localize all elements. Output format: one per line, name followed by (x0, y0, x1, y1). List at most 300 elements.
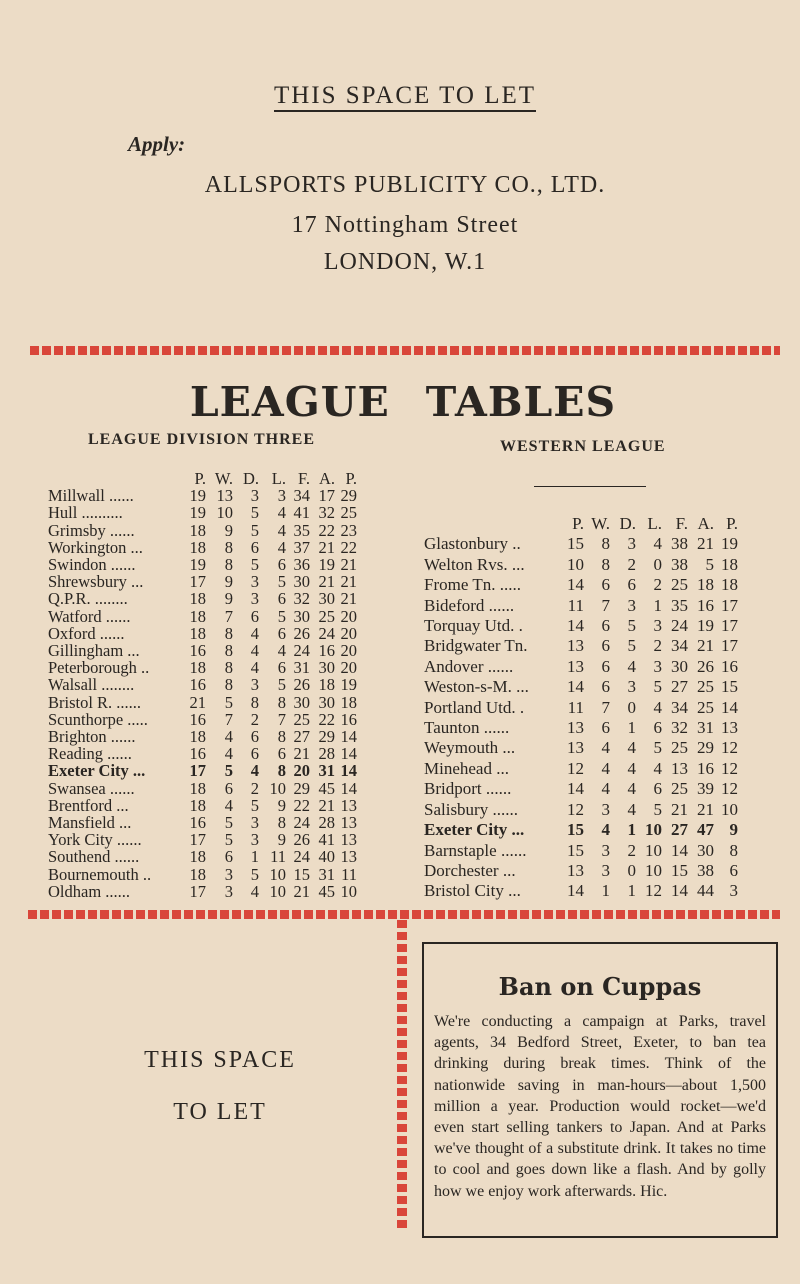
table-row (424, 861, 738, 881)
column-header: D. (242, 469, 259, 488)
stat-w: 4 (224, 727, 233, 747)
stat-a: 25 (697, 677, 714, 697)
stat-f: 34 (671, 636, 688, 656)
stat-p: 18 (189, 864, 206, 884)
stat-f: 20 (293, 761, 310, 781)
stat-w: 8 (224, 623, 233, 643)
table-row (424, 820, 738, 840)
stat-a: 18 (697, 575, 714, 595)
stat-pts: 21 (340, 589, 357, 609)
stat-p: 14 (567, 616, 584, 636)
stat-pts: 19 (340, 675, 357, 695)
team-name: Millwall ...... (48, 486, 134, 506)
stat-a: 21 (697, 534, 714, 554)
stat-a: 21 (318, 537, 335, 557)
stat-d: 3 (627, 595, 636, 615)
team-name: Southend ...... (48, 847, 140, 867)
stat-pts: 25 (340, 503, 357, 523)
stat-pts: 12 (721, 758, 738, 778)
stat-d: 5 (250, 555, 259, 575)
stat-w: 10 (216, 503, 233, 523)
stat-a: 19 (697, 616, 714, 636)
team-name: Weston-s-M. ... (424, 677, 529, 697)
table-row (48, 745, 357, 762)
stat-l: 4 (277, 520, 286, 540)
stat-l: 6 (653, 779, 662, 799)
table-row (424, 779, 738, 799)
red-divider-vertical (397, 920, 407, 1232)
stat-p: 17 (189, 881, 206, 901)
division-three-table (48, 470, 357, 900)
stat-f: 21 (293, 881, 310, 901)
table-row (48, 608, 357, 625)
team-name: Shrewsbury ... (48, 572, 144, 592)
ad-city: LONDON, W.1 (323, 249, 487, 275)
stat-p: 10 (567, 554, 584, 574)
stat-f: 31 (293, 658, 310, 678)
stat-p: 15 (567, 534, 584, 554)
stat-w: 6 (601, 616, 610, 636)
stat-w: 3 (601, 799, 610, 819)
stat-p: 13 (567, 738, 584, 758)
stat-p: 19 (189, 555, 206, 575)
stat-d: 4 (250, 658, 259, 678)
stat-p: 16 (189, 813, 206, 833)
stat-w: 4 (601, 820, 610, 840)
stat-f: 32 (671, 718, 688, 738)
stat-d: 3 (250, 813, 259, 833)
stat-a: 30 (697, 840, 714, 860)
stat-l: 6 (277, 658, 286, 678)
stat-d: 3 (250, 675, 259, 695)
team-name: Gillingham ... (48, 641, 140, 661)
stat-a: 45 (318, 778, 335, 798)
stat-pts: 13 (340, 830, 357, 850)
stat-d: 4 (627, 738, 636, 758)
stat-p: 18 (189, 847, 206, 867)
table-row (424, 636, 738, 656)
stat-a: 45 (318, 881, 335, 901)
team-name: Andover ...... (424, 656, 514, 676)
stat-w: 3 (224, 864, 233, 884)
stat-p: 18 (189, 623, 206, 643)
stat-w: 4 (601, 779, 610, 799)
stat-p: 18 (189, 795, 206, 815)
stat-f: 15 (671, 860, 688, 880)
stat-f: 24 (293, 641, 310, 661)
stat-w: 1 (601, 881, 610, 901)
western-league-underline (534, 486, 646, 487)
stat-l: 9 (277, 795, 286, 815)
stat-pts: 16 (340, 709, 357, 729)
stat-f: 41 (293, 503, 310, 523)
stat-w: 6 (601, 677, 610, 697)
table-row (48, 797, 357, 814)
table-row (48, 694, 357, 711)
table-row (424, 718, 738, 738)
table-row (48, 487, 357, 504)
stat-a: 19 (318, 555, 335, 575)
stat-p: 17 (189, 761, 206, 781)
stat-l: 10 (645, 840, 662, 860)
stat-p: 11 (567, 595, 584, 615)
apply-label: Apply: (128, 132, 186, 156)
team-name: Bristol R. ...... (48, 692, 142, 712)
stat-a: 21 (697, 799, 714, 819)
stat-d: 6 (627, 575, 636, 595)
stat-w: 7 (224, 709, 233, 729)
stat-l: 2 (653, 636, 662, 656)
team-name: Mansfield ... (48, 813, 132, 833)
team-name: Bridgwater Tn. (424, 636, 528, 656)
stat-f: 22 (293, 795, 310, 815)
table-row (48, 848, 357, 865)
stat-f: 26 (293, 623, 310, 643)
stat-w: 3 (601, 860, 610, 880)
team-name: Walsall ........ (48, 675, 135, 695)
stat-f: 34 (671, 697, 688, 717)
stat-a: 16 (697, 595, 714, 615)
stat-f: 38 (671, 534, 688, 554)
stat-p: 18 (189, 778, 206, 798)
team-name: Q.P.R. ........ (48, 589, 128, 609)
stat-a: 31 (318, 864, 335, 884)
stat-a: 29 (697, 738, 714, 758)
stat-d: 4 (250, 641, 259, 661)
table-row (48, 573, 357, 590)
stat-a: 44 (697, 881, 714, 901)
stat-l: 4 (277, 537, 286, 557)
stat-w: 8 (224, 658, 233, 678)
stat-p: 13 (567, 656, 584, 676)
stat-l: 3 (653, 656, 662, 676)
team-name: Frome Tn. ..... (424, 575, 521, 595)
table-row (424, 738, 738, 758)
stat-d: 3 (250, 830, 259, 850)
stat-p: 14 (567, 677, 584, 697)
stat-a: 39 (697, 779, 714, 799)
stat-p: 13 (567, 636, 584, 656)
stat-p: 19 (189, 486, 206, 506)
stat-p: 12 (567, 799, 584, 819)
table-row (424, 881, 738, 901)
stat-a: 16 (318, 641, 335, 661)
stat-w: 7 (601, 595, 610, 615)
stat-w: 9 (224, 520, 233, 540)
column-header: P. (345, 469, 357, 488)
stat-w: 4 (601, 738, 610, 758)
table-row (48, 522, 357, 539)
stat-d: 3 (627, 677, 636, 697)
stat-l: 6 (277, 555, 286, 575)
team-name: Bournemouth .. (48, 864, 152, 884)
stat-l: 6 (653, 718, 662, 738)
stat-f: 27 (671, 820, 688, 840)
stat-a: 17 (318, 486, 335, 506)
stat-f: 25 (671, 779, 688, 799)
team-name: Watford ...... (48, 606, 131, 626)
team-name: Torquay Utd. . (424, 616, 523, 636)
stat-l: 10 (269, 778, 286, 798)
stat-a: 41 (318, 830, 335, 850)
stat-pts: 14 (340, 727, 357, 747)
stat-l: 4 (277, 641, 286, 661)
red-divider-bottom (28, 910, 780, 919)
stat-a: 24 (318, 623, 335, 643)
stat-d: 3 (250, 486, 259, 506)
stat-l: 5 (277, 572, 286, 592)
ad-title (0, 82, 800, 110)
stat-l: 5 (277, 606, 286, 626)
stat-l: 4 (653, 534, 662, 554)
table-row (48, 539, 357, 556)
stat-d: 1 (627, 881, 636, 901)
column-header: F. (675, 514, 688, 533)
table-row (48, 711, 357, 728)
headline (0, 378, 800, 426)
column-header: D. (619, 514, 636, 533)
stat-d: 5 (250, 520, 259, 540)
team-name: Taunton ...... (424, 718, 510, 738)
stat-d: 3 (627, 534, 636, 554)
stat-w: 5 (224, 813, 233, 833)
stat-f: 30 (293, 606, 310, 626)
stat-w: 5 (224, 761, 233, 781)
stat-f: 27 (293, 727, 310, 747)
table-row (424, 555, 738, 575)
stat-a: 31 (318, 761, 335, 781)
stat-pts: 16 (721, 656, 738, 676)
stat-a: 26 (697, 656, 714, 676)
stat-pts: 19 (721, 534, 738, 554)
stat-pts: 22 (340, 537, 357, 557)
red-divider-top (30, 346, 780, 355)
stat-d: 3 (250, 572, 259, 592)
stat-pts: 21 (340, 555, 357, 575)
stat-f: 34 (293, 486, 310, 506)
team-name: Weymouth ... (424, 738, 516, 758)
stat-l: 4 (653, 697, 662, 717)
stat-pts: 20 (340, 606, 357, 626)
stat-a: 22 (318, 709, 335, 729)
table-row (424, 698, 738, 718)
stat-pts: 6 (729, 860, 738, 880)
stat-pts: 13 (340, 795, 357, 815)
stat-w: 7 (224, 606, 233, 626)
column-header: L. (647, 514, 662, 533)
table-row (48, 642, 357, 659)
stat-w: 4 (224, 744, 233, 764)
stat-pts: 13 (721, 718, 738, 738)
stat-l: 5 (653, 799, 662, 819)
stat-a: 16 (697, 758, 714, 778)
table-header-row (424, 514, 738, 534)
stat-pts: 23 (340, 520, 357, 540)
stat-f: 38 (671, 554, 688, 574)
stat-p: 21 (189, 692, 206, 712)
stat-pts: 13 (340, 847, 357, 867)
box-title: Ban on Cuppas (498, 972, 702, 1001)
table-row (424, 841, 738, 861)
table-row (48, 728, 357, 745)
stat-l: 8 (277, 761, 286, 781)
stat-w: 8 (224, 675, 233, 695)
stat-d: 5 (627, 636, 636, 656)
table-row (48, 814, 357, 831)
stat-p: 11 (567, 697, 584, 717)
stat-pts: 17 (721, 595, 738, 615)
stat-d: 4 (627, 799, 636, 819)
team-name: Bridport ...... (424, 779, 512, 799)
stat-w: 6 (601, 718, 610, 738)
stat-a: 32 (318, 503, 335, 523)
table-row (48, 625, 357, 642)
column-header: P. (726, 514, 738, 533)
stat-w: 8 (224, 555, 233, 575)
stat-d: 4 (250, 761, 259, 781)
stat-l: 0 (653, 554, 662, 574)
stat-a: 30 (318, 589, 335, 609)
column-header: L. (271, 469, 286, 488)
table-row (48, 780, 357, 797)
team-name: Barnstaple ...... (424, 840, 527, 860)
tolet-line2: TO LET (173, 1099, 267, 1125)
team-name: York City ...... (48, 830, 142, 850)
stat-a: 31 (697, 718, 714, 738)
box-body: We're conducting a campaign at Parks, travel agents, 34 Bedford Street, Exeter, to ban tea drinking during break times. Think of the nationwide saving in man-hours—about 1,500 million a year. Production would rocket—we'd even start selling tankers to Japan. And at Parks we've thought of a substitute drink. It takes no time to cool and goes down like a flash. And by golly how we enjoy work afterwards. Hic. (434, 1013, 766, 1200)
stat-p: 15 (567, 840, 584, 860)
stat-a: 5 (705, 554, 714, 574)
stat-pts: 12 (721, 738, 738, 758)
stat-p: 18 (189, 537, 206, 557)
stat-pts: 18 (721, 575, 738, 595)
stat-p: 13 (567, 718, 584, 738)
stat-a: 29 (318, 727, 335, 747)
stat-l: 10 (269, 881, 286, 901)
stat-f: 15 (293, 864, 310, 884)
stat-f: 35 (671, 595, 688, 615)
stat-f: 14 (671, 881, 688, 901)
stat-d: 0 (627, 860, 636, 880)
stat-p: 18 (189, 589, 206, 609)
stat-pts: 29 (340, 486, 357, 506)
stat-l: 3 (653, 616, 662, 636)
stat-d: 1 (627, 820, 636, 840)
stat-w: 6 (601, 636, 610, 656)
column-header: W. (591, 514, 610, 533)
table-row (48, 556, 357, 573)
stat-f: 35 (293, 520, 310, 540)
stat-d: 1 (250, 847, 259, 867)
table-row (48, 883, 357, 900)
column-header: F. (298, 469, 310, 488)
stat-l: 3 (277, 486, 286, 506)
stat-f: 25 (293, 709, 310, 729)
table-header-row (48, 470, 357, 487)
stat-a: 21 (697, 636, 714, 656)
stat-l: 4 (653, 758, 662, 778)
stat-p: 16 (189, 744, 206, 764)
stat-w: 8 (224, 537, 233, 557)
stat-pts: 13 (340, 813, 357, 833)
stat-w: 8 (601, 534, 610, 554)
stat-w: 8 (224, 641, 233, 661)
stat-l: 12 (645, 881, 662, 901)
stat-a: 25 (318, 606, 335, 626)
stat-a: 18 (318, 675, 335, 695)
stat-d: 4 (627, 656, 636, 676)
team-name: Glastonbury .. (424, 534, 521, 554)
stat-f: 25 (671, 575, 688, 595)
stat-f: 32 (293, 589, 310, 609)
table-row (424, 677, 738, 697)
headline-word-league: LEAGUE (189, 378, 390, 426)
stat-p: 15 (567, 820, 584, 840)
stat-pts: 10 (340, 881, 357, 901)
stat-d: 1 (627, 718, 636, 738)
team-name: Minehead ... (424, 758, 509, 778)
stat-p: 16 (189, 641, 206, 661)
stat-l: 10 (269, 864, 286, 884)
table-row (48, 659, 357, 676)
stat-l: 1 (653, 595, 662, 615)
stat-p: 12 (567, 758, 584, 778)
stat-p: 18 (189, 606, 206, 626)
stat-p: 14 (567, 881, 584, 901)
stat-w: 3 (224, 881, 233, 901)
stat-f: 13 (671, 758, 688, 778)
table-row (424, 800, 738, 820)
stat-w: 5 (224, 692, 233, 712)
team-name: Oxford ...... (48, 623, 125, 643)
stat-f: 24 (293, 813, 310, 833)
stat-f: 26 (293, 830, 310, 850)
stat-w: 3 (601, 840, 610, 860)
stat-l: 5 (277, 675, 286, 695)
stat-f: 25 (671, 738, 688, 758)
team-name: Portland Utd. . (424, 697, 525, 717)
table-row (48, 676, 357, 693)
stat-p: 13 (567, 860, 584, 880)
table-row (48, 762, 357, 779)
stat-f: 30 (671, 656, 688, 676)
headline-word-tables: TABLES (425, 378, 617, 426)
stat-l: 5 (653, 738, 662, 758)
stat-l: 6 (277, 589, 286, 609)
team-name: Peterborough .. (48, 658, 150, 678)
team-name: Swindon ...... (48, 555, 136, 575)
table-row (48, 590, 357, 607)
stat-f: 27 (671, 677, 688, 697)
ad-street: 17 Nottingham Street (291, 212, 519, 238)
stat-w: 9 (224, 572, 233, 592)
stat-pts: 9 (729, 820, 738, 840)
stat-w: 13 (216, 486, 233, 506)
stat-w: 5 (224, 830, 233, 850)
stat-a: 28 (318, 744, 335, 764)
stat-l: 2 (653, 575, 662, 595)
stat-w: 7 (601, 697, 610, 717)
stat-a: 40 (318, 847, 335, 867)
table-row (424, 616, 738, 636)
stat-a: 30 (318, 658, 335, 678)
team-name: Oldham ...... (48, 881, 131, 901)
stat-f: 24 (671, 616, 688, 636)
ad-company: ALLSPORTS PUBLICITY CO., LTD. (204, 172, 606, 198)
stat-l: 8 (277, 727, 286, 747)
stat-p: 16 (189, 675, 206, 695)
stat-f: 30 (293, 572, 310, 592)
